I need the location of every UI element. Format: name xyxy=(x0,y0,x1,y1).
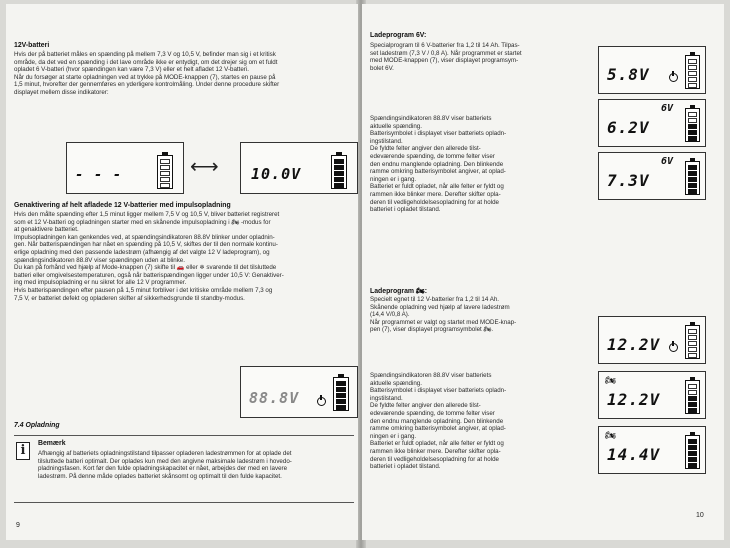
lp6-title: Ladeprogram 6V: xyxy=(370,32,427,39)
lcd-display xyxy=(598,316,706,364)
voltage-readout: 14.4V xyxy=(607,445,661,464)
voltage-readout: 5.8V xyxy=(607,65,650,84)
page-number: 10 xyxy=(696,512,704,519)
motorcycle-icon: 🏍 xyxy=(605,375,617,385)
voltage-readout: 12.2V xyxy=(607,335,661,354)
double-arrow-icon: ⟷ xyxy=(190,156,219,178)
display-10v-text: 10.0V xyxy=(251,165,302,183)
battery-icon xyxy=(685,325,700,359)
section-pulse-body: Hvis den målte spænding efter 1,5 minut ligger mellem 7,5 V og 10,5 V, bliver batteriet registreret som et 12 V-batteri og opladningen starter med en skånende impulsopladning i 🏍 -modus for at genaktivere batteriet. Impulsopladningen kan genkendes ved, at spændingsindikatoren 88.8V blinker under opladnin- gen. Når batterispændingen har nået en spænding på 10,5 V, skiftes der til den normale kontinu- erlige opladning med den passende ladestrøm (afhængig af det valgte 12 V ladeprogram), og spændingsindikatoren 88.8V viser spændingen uden at blinke. Du kan på forhånd ved hjælp af Mode-knappen (7) skifte til 🚗 eller ❄ svarende til det tilsluttede batteri eller omgivelsestemperaturen, også når batterispændingen ligger under 10,5 V: Genaktiver- ing med impulsopladning er nu sikret for alle 12 V programmer. Hvis batterispændingen efter pausen på 1,5 minut forbliver i det kritiske område mellem 7,3 og 7,5 V, er batteriet defekt og opladeren skifter af sikkerhedsgrunde til standby-modus. xyxy=(14,211,284,302)
voltage-readout: 7.3V xyxy=(607,171,650,190)
info-icon: i xyxy=(16,442,30,460)
note-body: Afhængig af batteriets opladningstilstand tilpasser opladeren ladestrømmen for at oplade det tilsluttede batteri optimalt. Der oplades kun med den angivne maksimale ladestrøm i hovedo- pladningsfasen. Kort før den fulde opladningskapacitet er nået, arbejdes der med en lavere ladestrøm. På denne måde oplades batteriet skånsomt og optimalt til den fulde kapacitet. xyxy=(38,450,292,480)
display-10v xyxy=(240,142,358,194)
display-dashes-text: - - - xyxy=(75,167,123,183)
display-dashes xyxy=(66,142,184,194)
display-88v-text: 88.8V xyxy=(249,389,300,407)
divider xyxy=(14,502,354,503)
motorcycle-icon: 🏍 xyxy=(605,430,617,440)
voltage-readout: 12.2V xyxy=(607,390,661,409)
lcd-display xyxy=(598,371,706,419)
power-icon xyxy=(669,343,678,352)
lcd-display xyxy=(598,46,706,94)
lp6-indicator-body: Spændingsindikatoren 88.8V viser batteriets aktuelle spænding. Batterisymbolet i displayet viser batteriets opladn- ingstilstand. De fyldte felter angiver den allerede tilst- edeværende spænding, de tomme felter viser den endnu manglende opladning. Den blinkende ramme omkring batterisymbolet angiver, at oplad- ningen er i gang. Batteriet er fuldt opladet, når alle felter er fyldt og rammen ikke blinker mere. Derefter skifter opla- deren til vedligeholdelsesopladning for at holde batteriet i opladet tilstand. xyxy=(370,115,507,214)
battery-icon xyxy=(331,155,347,189)
section-12v-title: 12V-batteri xyxy=(14,42,50,49)
battery-icon xyxy=(685,161,700,195)
lp6-body: Specialprogram til 6 V-batterier fra 1,2 til 14 Ah. Tilpas- set ladestrøm (7,3 V / 0,8 A). Når programmet er startet med MODE-knappen (7), viser displayet programsym- bolet 6V. xyxy=(370,42,522,72)
battery-icon xyxy=(685,108,700,142)
lpm-body: Specielt egnet til 12 V-batterier fra 1,2 til 14 Ah. Skånende opladning ved hjælp af lavere ladestrøm (14,4 V/0,8 A). Når programmet er valgt og startet med MODE-knap- pen (7), viser displayet programsymbolet 🏍. xyxy=(370,296,517,334)
lpm-title: Ladeprogram 🏍: xyxy=(370,288,427,295)
section-74-title: 7.4 Opladning xyxy=(14,422,60,429)
lcd-display xyxy=(598,152,706,200)
program-label: 6V xyxy=(661,156,674,167)
voltage-readout: 6.2V xyxy=(607,118,650,137)
left-page xyxy=(6,4,358,540)
power-icon xyxy=(669,73,678,82)
page-number: 9 xyxy=(16,522,20,529)
section-pulse-title: Genaktivering af helt afladede 12 V-batterier med impulsopladning xyxy=(14,202,231,209)
note-title: Bemærk xyxy=(38,440,66,447)
program-label: 6V xyxy=(661,103,674,114)
lpm-indicator-body: Spændingsindikatoren 88.8V viser batteriets aktuelle spænding. Batterisymbolet i displayet viser batteriets opladn- ingstilstand. De fyldte felter angiver den allerede tilst- edeværende spænding, de tomme felter viser den endnu manglende opladning. Den blinkende ramme omkring batterisymbolet angiver, at oplad- ningen er i gang. Batteriet er fuldt opladet, når alle felter er fyldt og rammen ikke blinker mere. Derefter skifter opla- deren til vedligeholdelsesopladning for at holde batteriet i opladet tilstand. xyxy=(370,372,507,471)
battery-icon xyxy=(333,377,349,411)
battery-icon xyxy=(157,155,173,189)
lcd-display xyxy=(598,99,706,147)
divider xyxy=(14,435,354,436)
section-12v-body: Hvis der på batteriet måles en spænding på mellem 7,3 V og 10,5 V, befinder man sig i et kritisk område, da det ved en spænding i det lave område ikke er entydigt, om det drejer sig om et fuldt opladet 6 V-batteri (hvor spændingen kan være 7,3 V) eller et helt afladet 12 V-batteri. Når du forsøger at starte opladningen ved at trykke på MODE-knappen (7), startes en pause på 1,5 minut, hvorefter der gennemføres en yderligere kontrolmåling. Under denne procedure skifter displayet mellem disse indikatorer: xyxy=(14,51,280,96)
display-88v xyxy=(240,366,358,418)
battery-icon xyxy=(685,435,700,469)
lcd-display xyxy=(598,426,706,474)
battery-icon xyxy=(685,380,700,414)
battery-icon xyxy=(685,55,700,89)
power-icon xyxy=(317,397,326,406)
right-page xyxy=(362,4,724,540)
